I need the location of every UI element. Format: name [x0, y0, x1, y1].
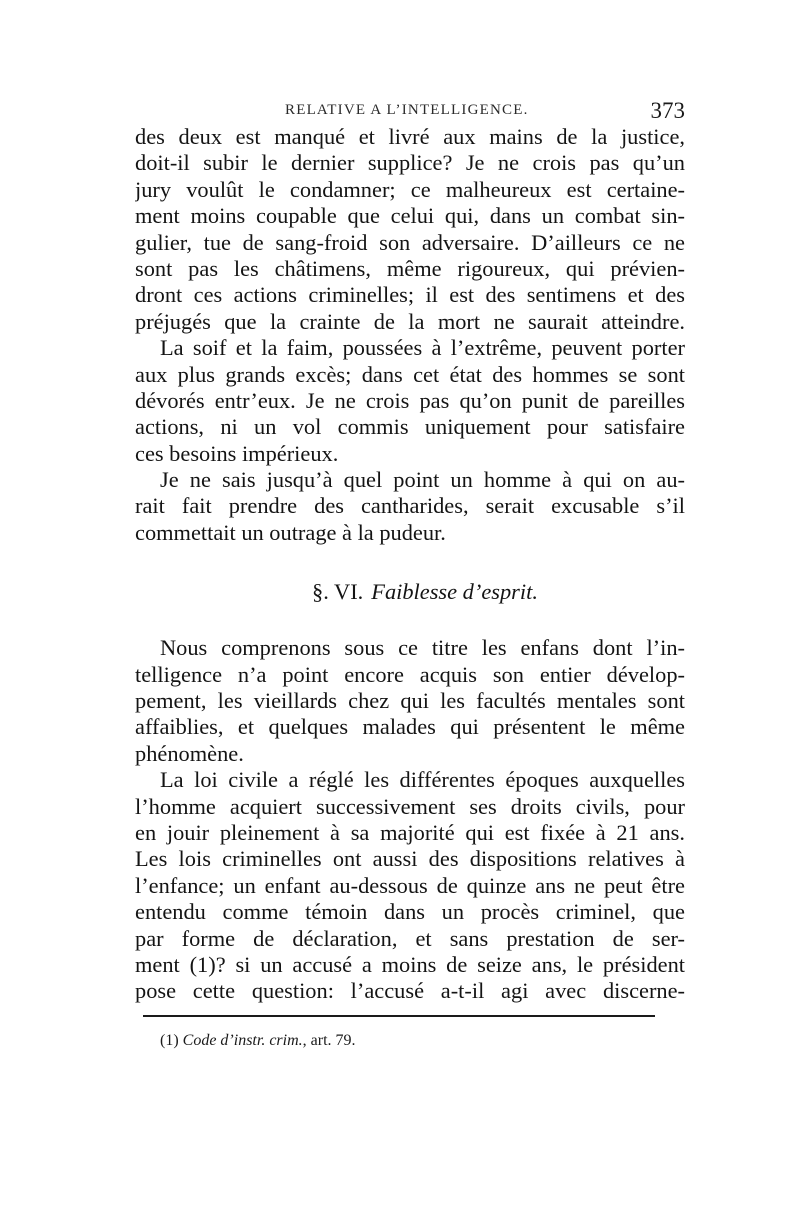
- section-mark: §. VI.: [312, 579, 364, 605]
- text-line: dront ces actions criminelles; il est des sentimens et des: [135, 282, 685, 308]
- section-title: Faiblesse d’esprit.: [371, 579, 538, 605]
- text-line: ces besoins impérieux.: [135, 440, 339, 466]
- text-line: commettait un outrage à la pudeur.: [135, 519, 446, 545]
- spacer: [135, 609, 685, 635]
- text-line: Les lois criminelles ont aussi des dispositions relatives à: [135, 846, 685, 872]
- text-line: par forme de déclaration, et sans prestation de ser-: [135, 925, 685, 951]
- text-line: ment moins coupable que celui qui, dans un combat sin-: [135, 203, 685, 229]
- text-line: l’homme acquiert successivement ses droits civils, pour: [135, 793, 685, 819]
- text-line: pose cette question: l’accusé a-t-il agi avec discerne-: [135, 978, 685, 1004]
- footnote-number: (1): [160, 1032, 179, 1049]
- spacer: [135, 546, 685, 575]
- text-line: phénomène.: [135, 740, 244, 766]
- text-line: Je ne sais jusqu’à quel point un homme à qui on au-: [160, 467, 685, 493]
- text-line: préjugés que la crainte de la mort ne saurait atteindre.: [135, 308, 685, 334]
- paragraph: [135, 635, 685, 767]
- text-line: des deux est manqué et livré aux mains de la justice,: [135, 124, 685, 149]
- text-line: ment (1)? si un accusé a moins de seize ans, le président: [135, 951, 685, 977]
- footnote-article: , art. 79.: [302, 1032, 356, 1049]
- text-line: actions, ni un vol commis uniquement pour satisfaire: [135, 414, 685, 440]
- footnote-reference: Code d’instr. crim.: [182, 1032, 303, 1049]
- text-line: en jouir pleinement à sa majorité qui est fixée à 21 ans.: [135, 819, 685, 845]
- running-head: [135, 98, 685, 124]
- text-line: gulier, tue de sang-froid son adversaire. D’ailleurs ce ne: [135, 229, 685, 255]
- paragraph: [135, 335, 685, 467]
- paragraph: [135, 467, 685, 546]
- paragraph: [135, 124, 685, 335]
- section-heading: [135, 575, 685, 609]
- text-line: l’enfance; un enfant au-dessous de quinze ans ne peut être: [135, 872, 685, 898]
- text-line: rait fait prendre des cantharides, serait excusable s’il: [135, 493, 685, 519]
- text-line: jury voulût le condamner; ce malheureux est certaine-: [135, 176, 685, 202]
- page-number: 373: [650, 98, 685, 123]
- text-line: La soif et la faim, poussées à l’extrême, peuvent porter: [160, 335, 685, 361]
- text-line: telligence n’a point encore acquis son entier dévelop-: [135, 661, 685, 687]
- paragraph: [135, 767, 685, 1005]
- text-line: sont pas les châtimens, même rigoureux, qui prévien-: [135, 255, 685, 281]
- text-line: dévorés entr’eux. Je ne crois pas qu’on punit de pareilles: [135, 387, 685, 413]
- text-line: pement, les vieillards chez qui les facultés mentales sont: [135, 688, 685, 714]
- page-body: [135, 124, 685, 1005]
- text-line: entendu comme témoin dans un procès criminel, que: [135, 899, 685, 925]
- footnote-rule: [143, 1015, 655, 1017]
- text-line: affaiblies, et quelques malades qui présentent le même: [135, 714, 685, 740]
- running-title: RELATIVE A L’INTELLIGENCE.: [285, 102, 529, 118]
- footnote: [160, 1032, 356, 1050]
- text-line: Nous comprenons sous ce titre les enfans dont l’in-: [160, 635, 685, 661]
- text-line: doit-il subir le dernier supplice? Je ne crois pas qu’un: [135, 150, 685, 176]
- text-line: La loi civile a réglé les différentes époques auxquelles: [160, 767, 685, 793]
- text-line: aux plus grands excès; dans cet état des hommes se sont: [135, 361, 685, 387]
